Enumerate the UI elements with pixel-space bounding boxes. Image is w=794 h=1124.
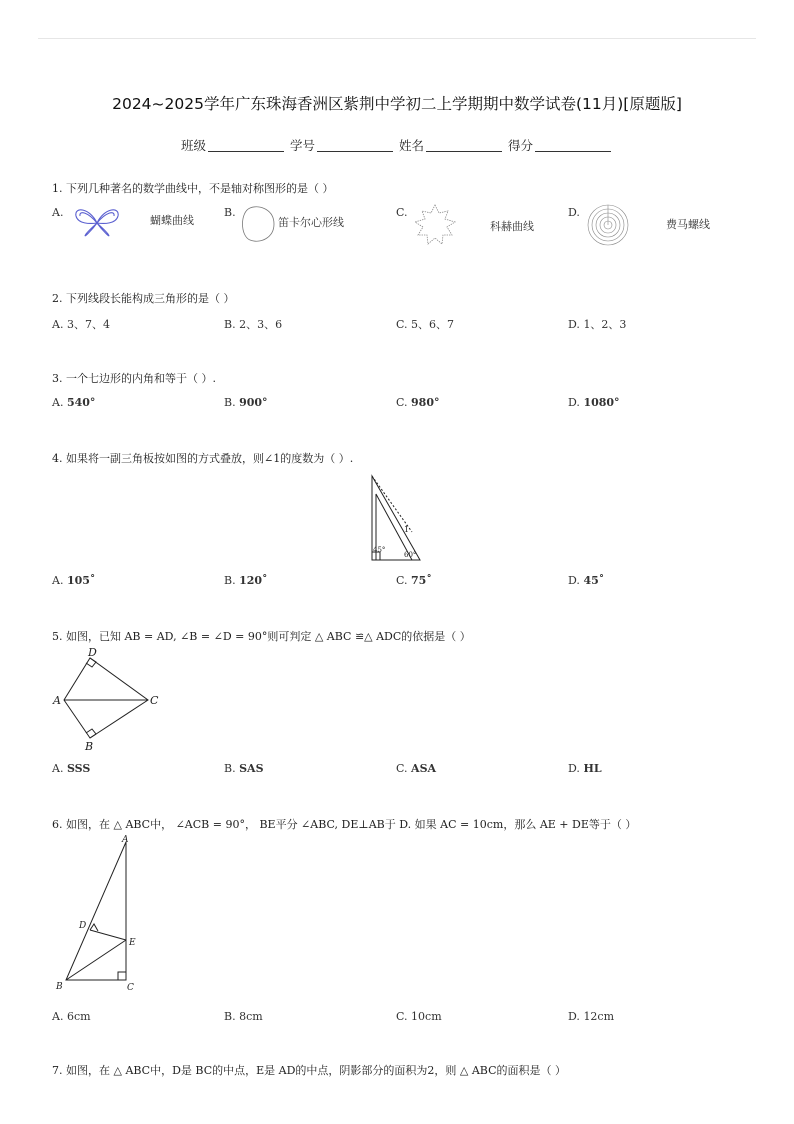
- right-triangle-abc-figure: [52, 834, 142, 994]
- q4-option-a[interactable]: [52, 574, 95, 587]
- q4-option-b[interactable]: [224, 574, 268, 587]
- class-blank[interactable]: [208, 139, 284, 152]
- koch-curve-figure: [410, 202, 460, 250]
- q2-option-c-value: 5、6、7: [411, 318, 455, 331]
- student-id-label: 学号: [289, 138, 315, 153]
- q4-option-d-letter: D.: [568, 574, 580, 587]
- point-b-label: B: [56, 982, 63, 992]
- angle-45-label: 45°: [373, 546, 386, 554]
- q3-option-c[interactable]: [396, 396, 440, 409]
- q3-option-a-letter: A.: [52, 396, 64, 409]
- score-label: 得分: [507, 138, 533, 153]
- page-title: 2024~2025学年广东珠海香洲区紫荆中学初二上学期期中数学试卷(11月)[原题版]: [112, 95, 682, 113]
- q6-option-b-value: 8cm: [239, 1010, 263, 1023]
- question-3-text: 3. 一个七边形的内角和等于（ ）.: [52, 372, 216, 385]
- q2-option-a-letter: A.: [52, 318, 64, 331]
- q1-option-c-label: 科赫曲线: [490, 220, 534, 233]
- point-a-label: A: [53, 694, 61, 707]
- q3-option-b[interactable]: [224, 396, 268, 409]
- q3-option-b-letter: B.: [224, 396, 236, 409]
- q6-option-a-letter: A.: [52, 1010, 64, 1023]
- q6-option-b-letter: B.: [224, 1010, 236, 1023]
- q5-option-b-value: SAS: [239, 762, 264, 775]
- point-e-label: E: [129, 938, 136, 948]
- q2-option-b-value: 2、3、6: [239, 318, 283, 331]
- q4-option-c[interactable]: [396, 574, 432, 587]
- q6-option-c-letter: C.: [396, 1010, 408, 1023]
- q6-option-c[interactable]: [396, 1010, 442, 1023]
- name-label: 姓名: [398, 138, 424, 153]
- q6-option-a[interactable]: [52, 1010, 91, 1023]
- q2-option-b[interactable]: [224, 316, 282, 332]
- q5-option-d-letter: D.: [568, 762, 580, 775]
- q4-option-d[interactable]: [568, 574, 604, 587]
- class-label: 班级: [180, 138, 206, 153]
- score-blank[interactable]: [535, 139, 611, 152]
- q1-option-b-label: 笛卡尔心形线: [278, 216, 344, 229]
- q1-option-a-letter[interactable]: A.: [52, 206, 64, 219]
- q3-option-d-letter: D.: [568, 396, 580, 409]
- q3-option-c-letter: C.: [396, 396, 408, 409]
- q2-option-c[interactable]: [396, 316, 454, 332]
- q1-option-a-label: 蝴蝶曲线: [150, 214, 194, 227]
- q5-option-a-letter: A.: [52, 762, 64, 775]
- q6-option-d-letter: D.: [568, 1010, 580, 1023]
- q2-option-b-letter: B.: [224, 318, 236, 331]
- q1-option-b-letter[interactable]: B.: [224, 206, 236, 219]
- question-1-text: 1. 下列几种著名的数学曲线中，不是轴对称图形的是（ ）: [52, 182, 334, 195]
- question-6-text: 6. 如图，在 △ ABC中， ∠ACB = 90°， BE平分 ∠ABC, DE⊥AB于 D. 如果 AC = 10cm，那么 AE + DE等于（ ）: [52, 818, 637, 831]
- q3-option-c-value: 980°: [411, 396, 440, 409]
- q1-option-d-letter[interactable]: D.: [568, 206, 580, 219]
- q2-option-a[interactable]: [52, 316, 110, 332]
- q6-option-d[interactable]: [568, 1010, 614, 1023]
- q3-option-d-value: 1080°: [583, 396, 620, 409]
- fermat-spiral-figure: [584, 202, 632, 248]
- q5-option-c-letter: C.: [396, 762, 408, 775]
- question-2-text: 2. 下列线段长能构成三角形的是（ ）: [52, 292, 235, 305]
- q2-option-d-value: 1、2、3: [583, 318, 627, 331]
- q3-option-b-value: 900°: [239, 396, 268, 409]
- q1-option-c-letter[interactable]: C.: [396, 206, 408, 219]
- q3-option-d[interactable]: [568, 396, 620, 409]
- point-c-label: C: [127, 983, 134, 993]
- triangle-rulers-figure: [364, 472, 430, 564]
- student-id-blank[interactable]: [317, 139, 393, 152]
- q4-option-b-letter: B.: [224, 574, 236, 587]
- point-d-label: D: [88, 646, 97, 659]
- q6-option-c-value: 10cm: [411, 1010, 442, 1023]
- question-7-text: 7. 如图，在 △ ABC中，D是 BC的中点，E是 AD的中点，阴影部分的面积为2，则 △ ABC的面积是（ ）: [52, 1064, 566, 1077]
- butterfly-curve-figure: [70, 204, 124, 242]
- question-5-text: 5. 如图，已知 AB = AD, ∠B = ∠D = 90°则可判定 △ ABC ≌△ ADC的依据是（ ）: [52, 630, 471, 643]
- q5-option-d-value: HL: [583, 762, 602, 775]
- q6-option-a-value: 6cm: [66, 1010, 91, 1023]
- q1-option-d-label: 费马螺线: [666, 218, 710, 231]
- q4-option-c-letter: C.: [396, 574, 408, 587]
- point-c-label: C: [150, 694, 159, 707]
- top-rule: [38, 38, 756, 39]
- kite-abcd-figure: [50, 646, 166, 752]
- q2-option-d[interactable]: [568, 316, 626, 332]
- student-info-line: [0, 136, 794, 154]
- q5-option-a-value: SSS: [66, 762, 91, 775]
- q4-option-d-value: 45˚: [583, 574, 605, 587]
- q4-option-a-letter: A.: [52, 574, 64, 587]
- q5-option-b[interactable]: [224, 762, 264, 775]
- q5-option-c[interactable]: [396, 762, 436, 775]
- point-d-label: D: [79, 921, 87, 931]
- q4-option-a-value: 105˚: [66, 574, 96, 587]
- q6-option-b[interactable]: [224, 1010, 263, 1023]
- point-b-label: B: [85, 740, 94, 752]
- q2-option-d-letter: D.: [568, 318, 580, 331]
- name-blank[interactable]: [426, 139, 502, 152]
- q5-option-a[interactable]: [52, 762, 90, 775]
- q5-option-d[interactable]: [568, 762, 602, 775]
- q4-option-b-value: 120˚: [239, 574, 268, 587]
- q5-option-c-value: ASA: [411, 762, 437, 775]
- cardioid-figure: [238, 202, 282, 246]
- q3-option-a-value: 540°: [66, 396, 96, 409]
- q3-option-a[interactable]: [52, 396, 95, 409]
- question-4-text: 4. 如果将一副三角板按如图的方式叠放，则∠1的度数为（ ）.: [52, 452, 354, 465]
- q2-option-a-value: 3、7、4: [66, 318, 110, 331]
- q6-option-d-value: 12cm: [583, 1010, 615, 1023]
- q4-option-c-value: 75˚: [411, 574, 432, 587]
- angle-60-label: 60°: [404, 551, 417, 559]
- point-a-label: A: [122, 835, 129, 845]
- q5-option-b-letter: B.: [224, 762, 236, 775]
- angle-1-label: 1: [404, 525, 410, 534]
- q2-option-c-letter: C.: [396, 318, 408, 331]
